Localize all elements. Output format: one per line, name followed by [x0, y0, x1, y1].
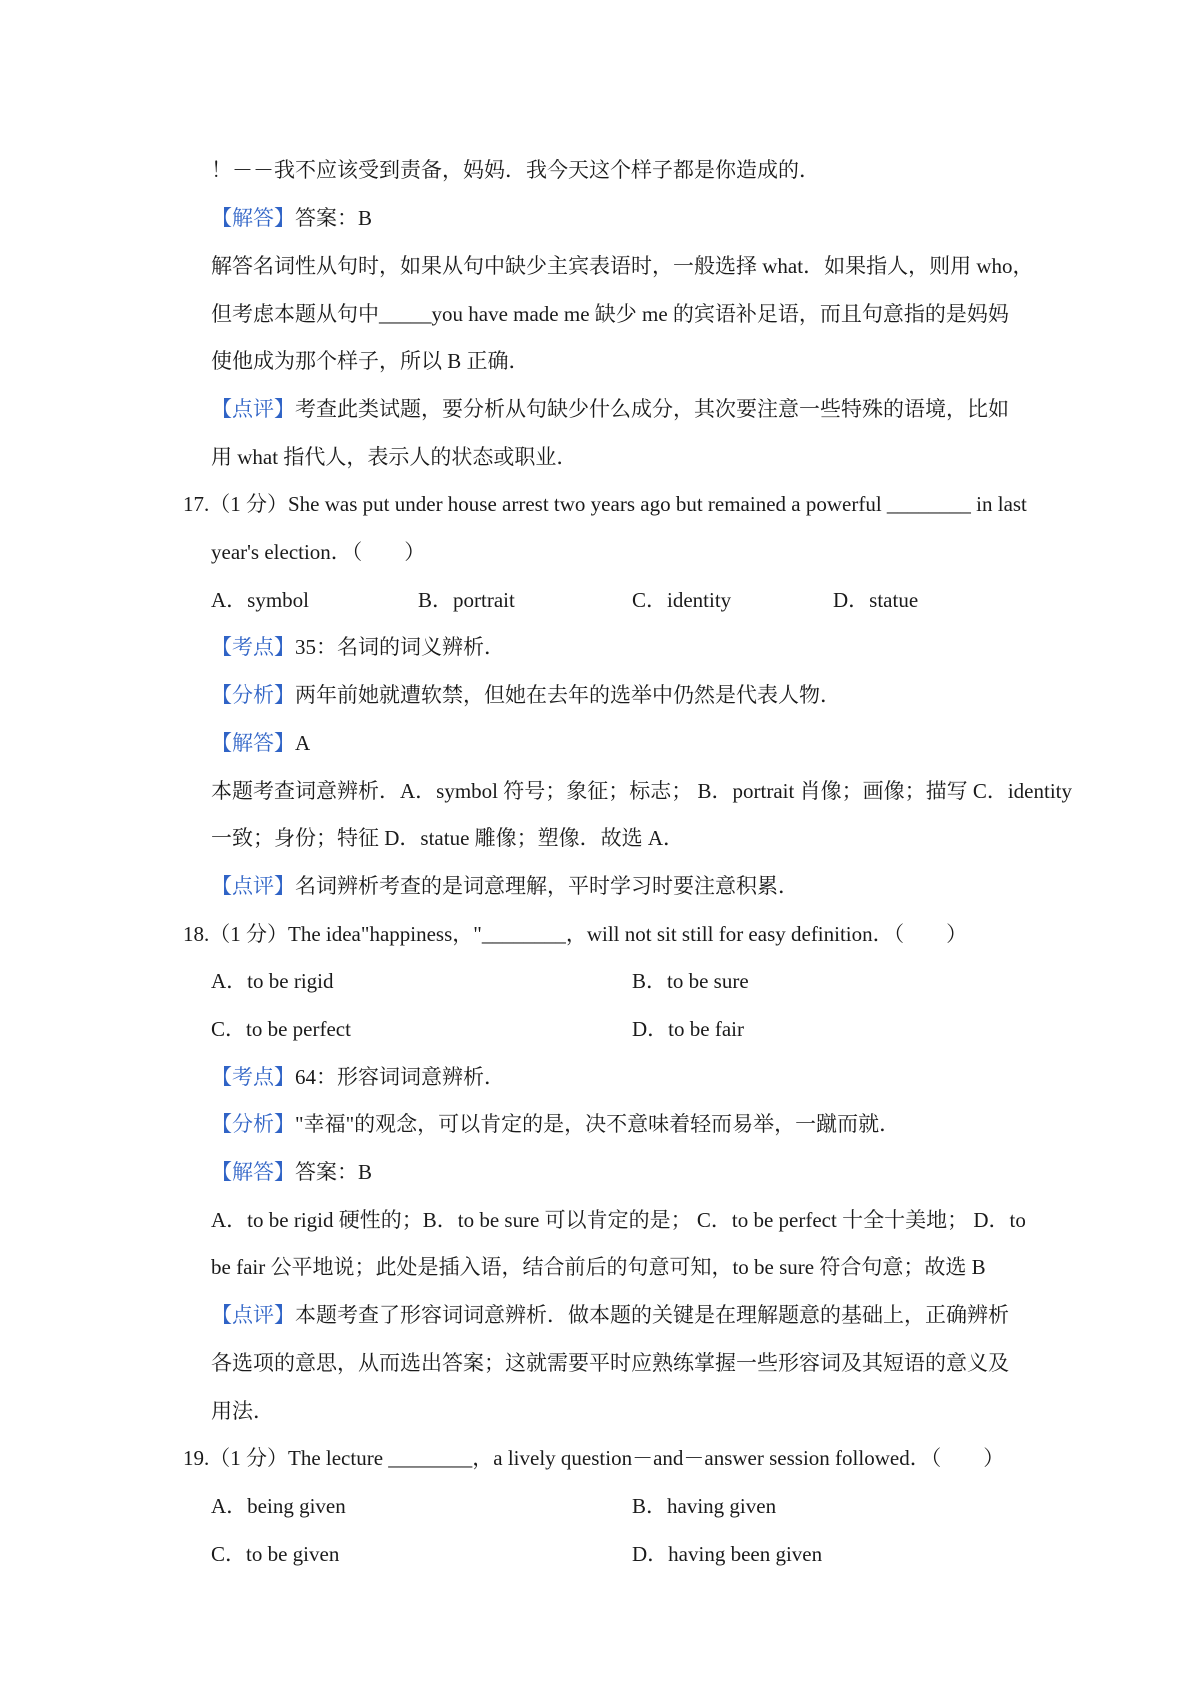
q18-point [211, 1062, 505, 1092]
q17-option-a: A．symbol [211, 588, 310, 612]
comment-tag: 【点评】 [211, 874, 295, 898]
answer-text: 答案：B [295, 1160, 373, 1184]
q17-option-d: D．statue [833, 588, 919, 612]
q19-option-c: C．to be given [211, 1542, 340, 1566]
q17-point [211, 632, 505, 662]
q17-option-b: B．portrait [418, 588, 515, 612]
analysis-text: "幸福"的观念，可以肯定的是，决不意味着轻而易举，一蹴而就． [295, 1112, 901, 1136]
answer-tag: 【解答】 [211, 206, 295, 230]
comment-text: 本题考查了形容词词意辨析．做本题的关键是在理解题意的基础上，正确辨析 [295, 1303, 1009, 1327]
comment-tag: 【点评】 [211, 397, 295, 421]
q18-analysis [211, 1109, 900, 1139]
q18-option-d: D．to be fair [632, 1017, 744, 1041]
q18-option-b: B．to be sure [632, 969, 749, 993]
q18-comment-line-2: 各选项的意思，从而选出答案；这就需要平时应熟练掌握一些形容词及其短语的意义及 [211, 1351, 1009, 1375]
q18-option-a: A．to be rigid [211, 969, 334, 993]
q17-option-c: C．identity [632, 588, 732, 612]
answer-text: 答案：B [295, 206, 373, 230]
q17-stem-line-1: 17.（1 分）She was put under house arrest two years ago but remained a powerful ________ in last [183, 492, 1027, 516]
analysis-text: 两年前她就遭软禁，但她在去年的选举中仍然是代表人物． [295, 683, 841, 707]
q19-stem: 19.（1 分）The lecture ________，a lively question－and－answer session followed．（ ） [183, 1446, 1005, 1470]
point-text: 64：形容词词意辨析． [295, 1065, 505, 1089]
q17-analysis [211, 680, 841, 710]
q17-stem-line-2: year's election．（ ） [211, 540, 426, 564]
analysis-tag: 【分析】 [211, 1112, 295, 1136]
prev-explain-line-1: 解答名词性从句时，如果从句中缺少主宾表语时，一般选择 what．如果指人，则用 who， [211, 254, 1034, 278]
comment-text: 名词辨析考查的是词意理解，平时学习时要注意积累． [295, 874, 799, 898]
prev-explain-line-3: 使他成为那个样子，所以 B 正确． [211, 349, 530, 373]
q17-explain-line-2: 一致；身份；特征 D．statue 雕像；塑像．故选 A． [211, 826, 685, 850]
q18-answer [211, 1157, 372, 1187]
q19-option-b: B．having given [632, 1494, 777, 1518]
q19-option-a: A．being given [211, 1494, 346, 1518]
q18-stem: 18.（1 分）The idea"happiness，"________，will not sit still for easy definition．（ ） [183, 922, 968, 946]
comment-text: 考查此类试题，要分析从句缺少什么成分，其次要注意一些特殊的语境，比如 [295, 397, 1009, 421]
point-text: 35：名词的词义辨析． [295, 635, 505, 659]
prev-explain-line-2: 但考虑本题从句中_____you have made me 缺少 me 的宾语补足语，而且句意指的是妈妈 [211, 302, 1009, 326]
prev-comment-line-2: 用 what 指代人，表示人的状态或职业． [211, 445, 578, 469]
q17-comment [211, 871, 799, 901]
analysis-tag: 【分析】 [211, 683, 295, 707]
prev-comment [211, 394, 1009, 424]
prev-continuation: ！－－我不应该受到责备，妈妈．我今天这个样子都是你造成的． [211, 158, 820, 182]
q18-comment [211, 1300, 1009, 1330]
comment-tag: 【点评】 [211, 1303, 295, 1327]
q18-option-c: C．to be perfect [211, 1017, 351, 1041]
q19-option-d: D．having been given [632, 1542, 823, 1566]
point-tag: 【考点】 [211, 635, 295, 659]
q18-explain-line-1: A．to be rigid 硬性的；B．to be sure 可以肯定的是； C．to be perfect 十全十美地； D．to [211, 1208, 1026, 1232]
q17-explain-line-1: 本题考查词意辨析．A．symbol 符号；象征；标志； B．portrait 肖像；画像；描写 C．identity [211, 779, 1072, 803]
answer-tag: 【解答】 [211, 731, 295, 755]
q18-explain-line-2: be fair 公平地说；此处是插入语，结合前后的句意可知，to be sure 符合句意；故选 B [211, 1255, 986, 1279]
answer-text: A [295, 731, 311, 755]
prev-answer [211, 203, 372, 233]
q18-comment-line-3: 用法． [211, 1399, 274, 1423]
q17-answer [211, 728, 310, 758]
answer-tag: 【解答】 [211, 1160, 295, 1184]
point-tag: 【考点】 [211, 1065, 295, 1089]
